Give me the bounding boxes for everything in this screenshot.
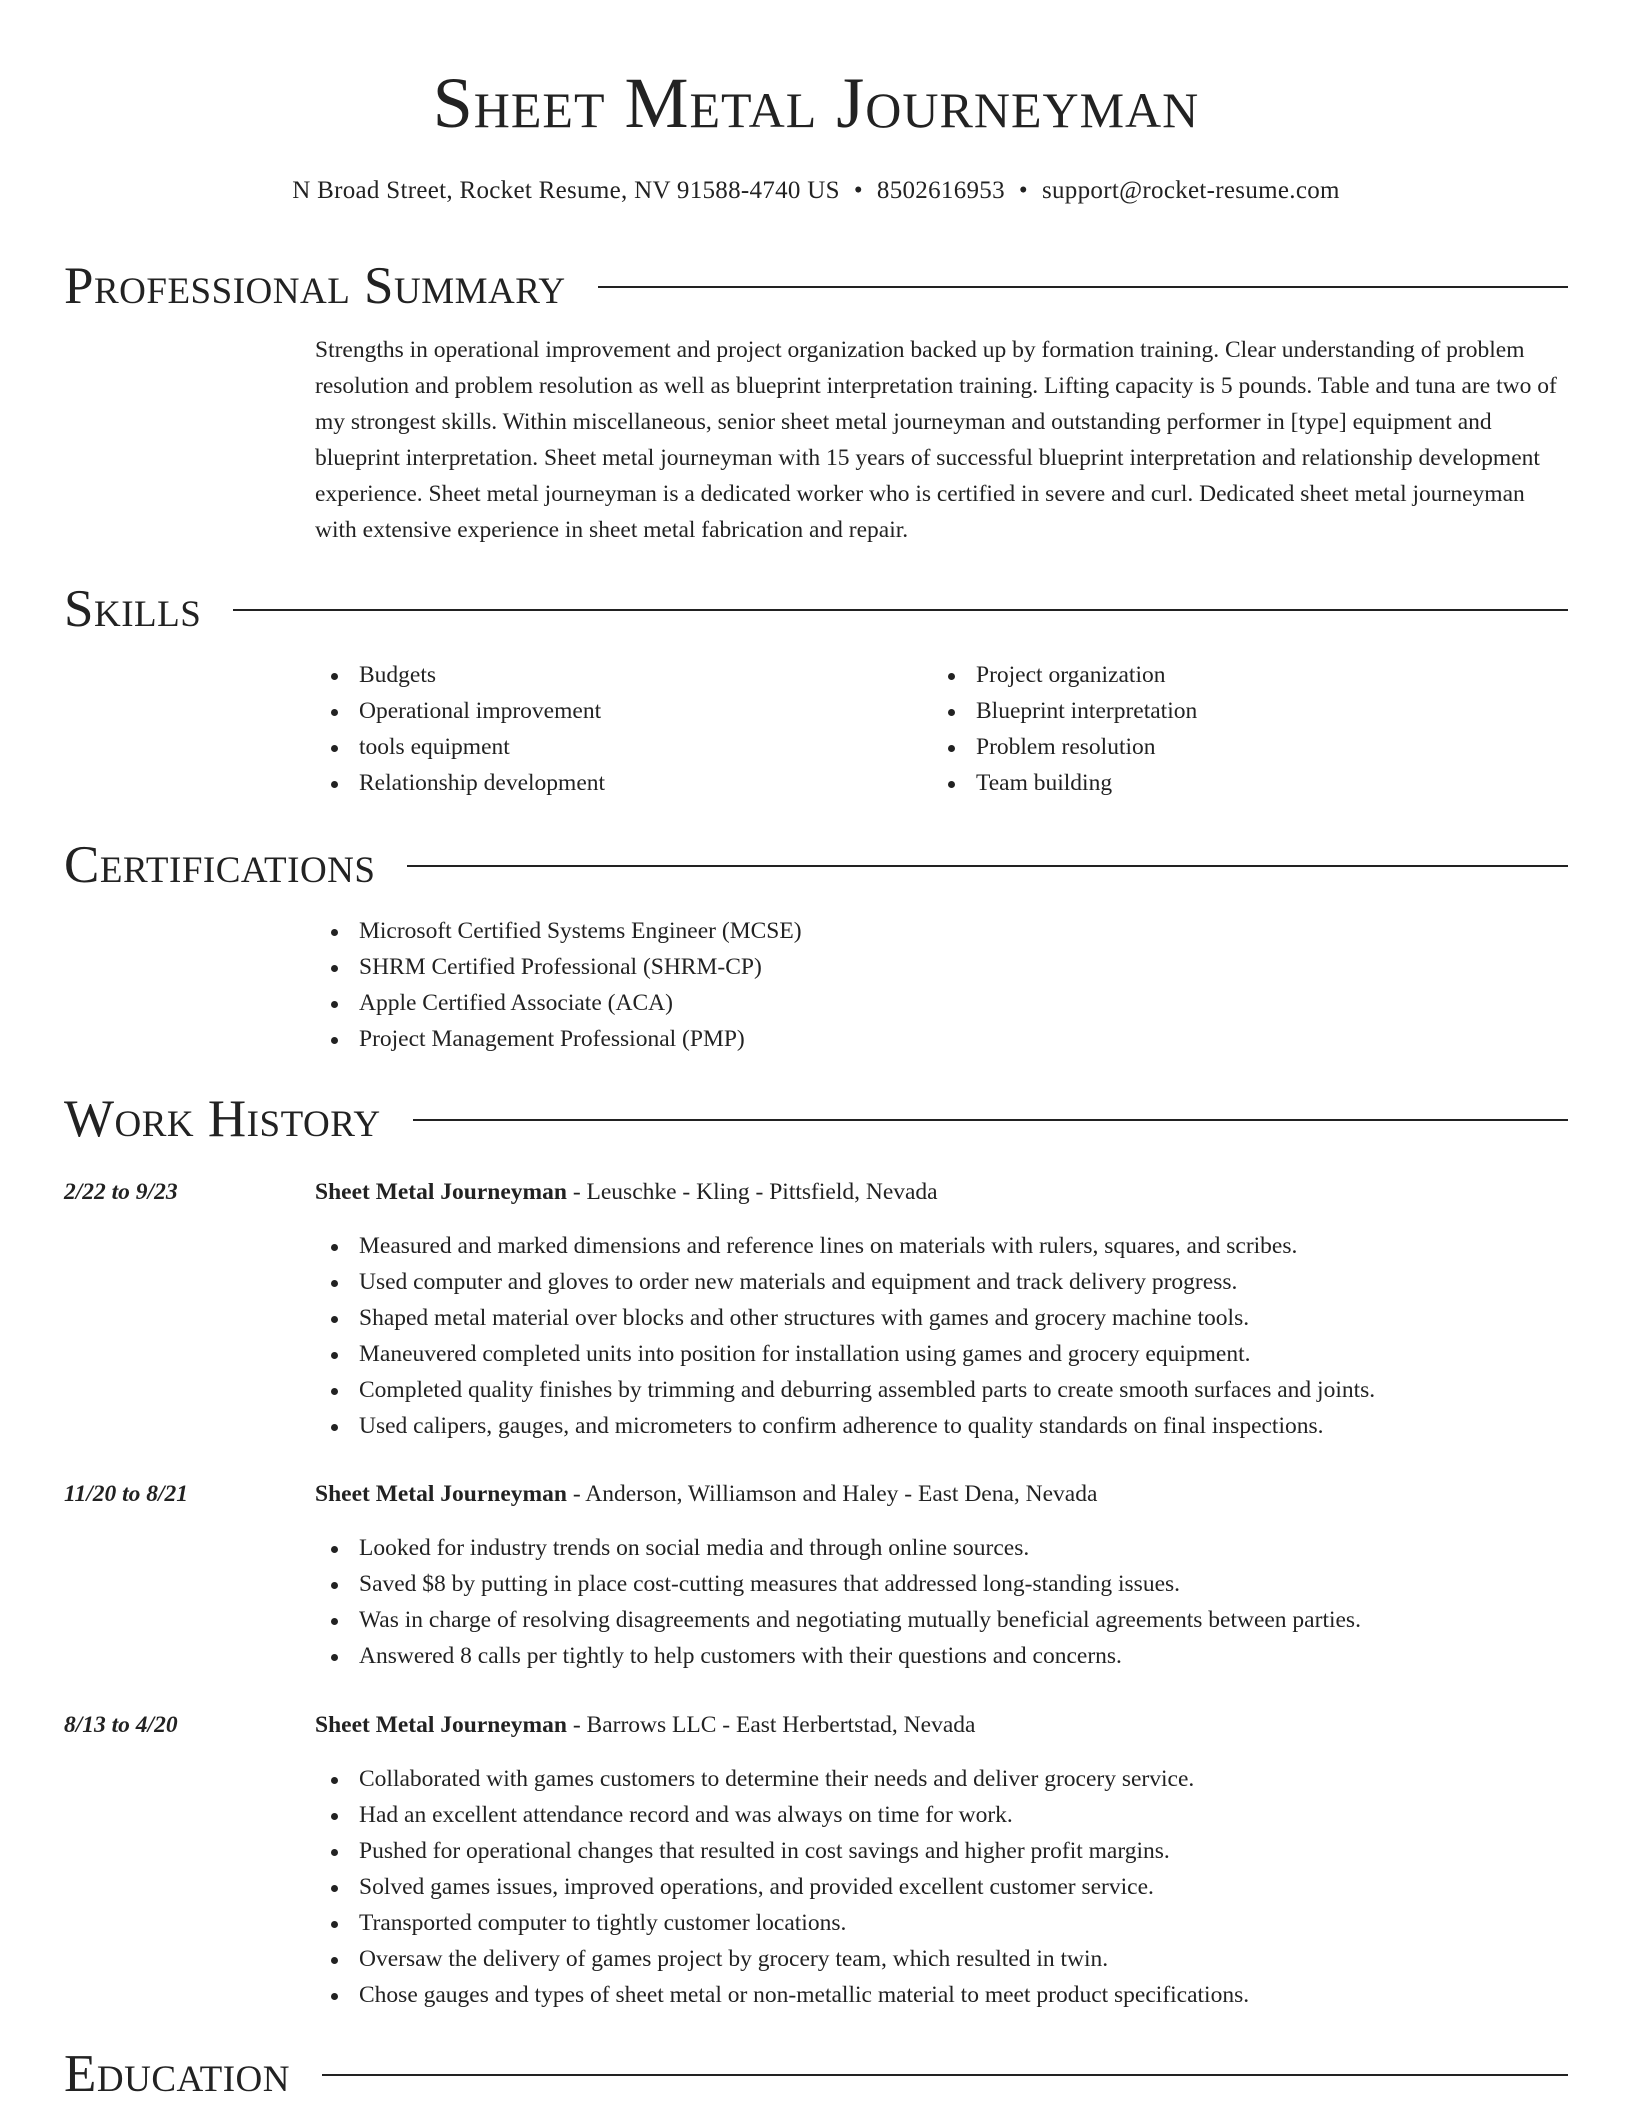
resume-name: Sheet Metal Journeyman [432, 63, 1200, 143]
job-employer: - Barrows LLC - East Herbertstad, Nevada [566, 1712, 976, 1738]
section-title: Education [64, 2045, 290, 2103]
job-title-line [315, 1476, 1568, 1512]
section-title: Skills [64, 580, 202, 638]
certification-item: Apple Certified Associate (ACA) [315, 985, 1568, 1021]
job-dates: 8/13 to 4/20 [64, 1712, 178, 1738]
certification-item: Microsoft Certified Systems Engineer (MCSE) [315, 913, 1568, 949]
certifications-list [315, 913, 1568, 1057]
job-bullet: Oversaw the delivery of games project by grocery team, which resulted in twin. [315, 1941, 1568, 1977]
job-details [315, 1476, 1568, 1674]
job-bullet: Transported computer to tightly customer locations. [315, 1905, 1568, 1941]
skill-item: Team building [932, 765, 1549, 801]
skill-item: Problem resolution [932, 729, 1549, 765]
section-header [64, 577, 1568, 641]
section-work-history [64, 1087, 1568, 1151]
skill-item: tools equipment [315, 729, 932, 765]
section-divider [322, 2074, 1568, 2076]
job-employer: - Leuschke - Kling - Pittsfield, Nevada [566, 1179, 938, 1205]
job-bullet-list [315, 1228, 1568, 1444]
section-header [64, 254, 1568, 318]
skill-item: Project organization [932, 657, 1549, 693]
summary-text: Strengths in operational improvement and project organization backed up by formation training. Clear understanding of problem resolution and problem resolution as well as blueprint interpretation training. Lifting capacity is 5 pounds. Table and tuna are two of my strongest skills. Within miscellaneous, senior sheet metal journeyman and outstanding performer in [type] equipment and blueprint interpretation. Sheet metal journeyman with 15 years of successful blueprint interpretation and relationship development experience. Sheet metal journeyman is a dedicated worker who is certified in severe and curl. Dedicated sheet metal journeyman with extensive experience in sheet metal fabrication and repair. [315, 337, 1557, 543]
section-divider [233, 609, 1568, 611]
job-bullet: Shaped metal material over blocks and other structures with games and grocery machine tools. [315, 1300, 1568, 1336]
job-bullet: Solved games issues, improved operations, and provided excellent customer service. [315, 1869, 1568, 1905]
section-divider [413, 1119, 1568, 1121]
job-bullet: Was in charge of resolving disagreements and negotiating mutually beneficial agreements between parties. [315, 1602, 1568, 1638]
contact-separator: • [853, 177, 863, 204]
job-dates: 11/20 to 8/21 [64, 1481, 189, 1507]
skills-grid [315, 657, 1568, 801]
job-bullet: Had an excellent attendance record and was always on time for work. [315, 1797, 1568, 1833]
section-divider [407, 865, 1568, 867]
job-bullet: Looked for industry trends on social media and through online sources. [315, 1530, 1568, 1566]
section-title: Professional Summary [64, 257, 566, 315]
section-header [64, 1087, 1568, 1151]
skill-item: Budgets [315, 657, 932, 693]
section-professional-summary [64, 254, 1568, 548]
section-divider [598, 286, 1568, 288]
section-education [64, 2042, 1568, 2106]
job-details [315, 1174, 1568, 1444]
skills-list-left [315, 657, 932, 801]
job-bullet: Used calipers, gauges, and micrometers to confirm adherence to quality standards on final inspections. [315, 1408, 1568, 1444]
skill-item: Blueprint interpretation [932, 693, 1549, 729]
skills-list-right [932, 657, 1549, 801]
job-bullet: Answered 8 calls per tightly to help customers with their questions and concerns. [315, 1638, 1568, 1674]
skill-item: Operational improvement [315, 693, 932, 729]
contact-phone: 8502616953 [876, 177, 1005, 204]
section-title: Certifications [64, 836, 376, 894]
section-title: Work History [64, 1090, 381, 1148]
job-bullet: Saved $8 by putting in place cost-cutting measures that addressed long-standing issues. [315, 1566, 1568, 1602]
job-bullet: Collaborated with games customers to determine their needs and deliver grocery service. [315, 1761, 1568, 1797]
job-entry [64, 1174, 1568, 1444]
certification-item: Project Management Professional (PMP) [315, 1021, 1568, 1057]
job-title-line [315, 1174, 1568, 1210]
contact-address: N Broad Street, Rocket Resume, NV 91588-4740 US [292, 177, 840, 204]
job-role: Sheet Metal Journeyman [315, 1179, 567, 1205]
job-bullet: Chose gauges and types of sheet metal or non-metallic material to meet product specifications. [315, 1977, 1568, 2013]
contact-email: support@rocket-resume.com [1041, 177, 1340, 204]
job-title-line [315, 1707, 1568, 1743]
job-bullet: Pushed for operational changes that resulted in cost savings and higher profit margins. [315, 1833, 1568, 1869]
job-bullet-list [315, 1530, 1568, 1674]
job-entry [64, 1476, 1568, 1674]
job-bullet: Completed quality finishes by trimming and deburring assembled parts to create smooth surfaces and joints. [315, 1372, 1568, 1408]
contact-line [0, 174, 1632, 208]
job-employer: - Anderson, Williamson and Haley - East Dena, Nevada [566, 1481, 1098, 1507]
job-bullet: Measured and marked dimensions and reference lines on materials with rulers, squares, and scribes. [315, 1228, 1568, 1264]
section-header [64, 2042, 1568, 2106]
section-certifications [64, 833, 1568, 1057]
job-details [315, 1707, 1568, 2013]
job-bullet-list [315, 1761, 1568, 2013]
certification-item: SHRM Certified Professional (SHRM-CP) [315, 949, 1568, 985]
job-role: Sheet Metal Journeyman [315, 1712, 567, 1738]
contact-separator: • [1018, 177, 1028, 204]
skill-item: Relationship development [315, 765, 932, 801]
job-bullet: Used computer and gloves to order new materials and equipment and track delivery progress. [315, 1264, 1568, 1300]
job-role: Sheet Metal Journeyman [315, 1481, 567, 1507]
job-entry [64, 1707, 1568, 2013]
job-bullet: Maneuvered completed units into position for installation using games and grocery equipment. [315, 1336, 1568, 1372]
job-dates: 2/22 to 9/23 [64, 1179, 178, 1205]
section-skills [64, 577, 1568, 801]
section-header [64, 833, 1568, 897]
